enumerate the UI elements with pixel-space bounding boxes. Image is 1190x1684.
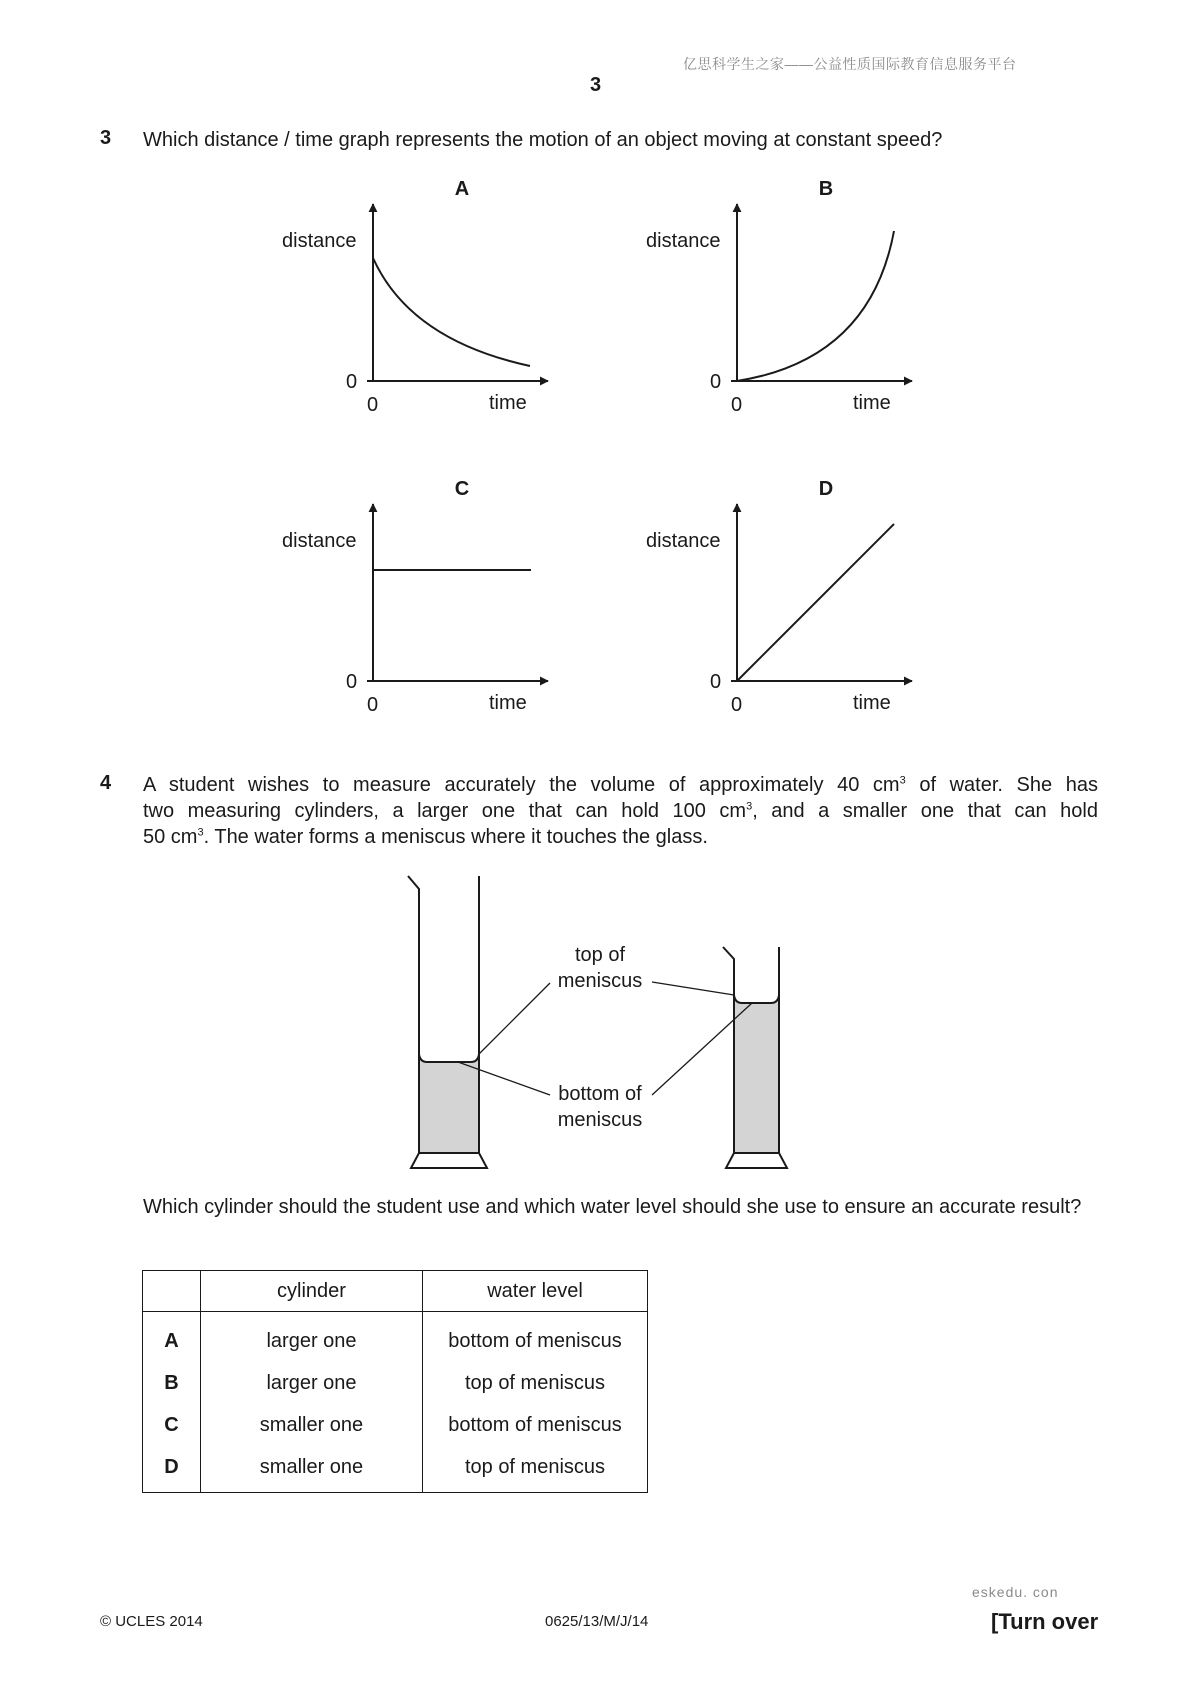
leader-top-small xyxy=(652,982,734,995)
page-number: 3 xyxy=(590,74,602,96)
option-cylinder: smaller one xyxy=(201,1446,423,1493)
larger-cylinder-base xyxy=(411,1153,487,1168)
label-top-of-line2: meniscus xyxy=(557,970,643,992)
graph-a-origin-y: 0 xyxy=(346,371,358,393)
q3-graphs xyxy=(0,0,1190,760)
question-3-text: Which distance / time graph represents the motion of an object moving at constant speed? xyxy=(143,129,943,151)
option-level: bottom of meniscus xyxy=(448,1329,622,1352)
footer-copyright: © UCLES 2014 xyxy=(100,1613,203,1630)
graph-a-ylabel: distance xyxy=(282,230,357,252)
question-4-line-1: A student wishes to measure accurately the volume of approximately 40 $cm^3$ of water. She has xyxy=(143,774,1098,796)
option-level: bottom of meniscus xyxy=(448,1413,622,1436)
smaller-cylinder-wall-left xyxy=(723,947,734,1153)
question-4-line-2: two measuring cylinders, a larger one that can hold 100 $cm^3$, and a smaller one that can hold xyxy=(143,800,1098,822)
label-top-of-line1: top of xyxy=(574,944,626,966)
graph-a-key: A xyxy=(454,178,470,200)
graph-d-line xyxy=(737,524,894,681)
table-header-water-level: water level xyxy=(423,1271,648,1312)
turn-over-label: [Turn over xyxy=(991,1609,1099,1634)
option-key: C xyxy=(143,1404,201,1446)
meniscus-diagram xyxy=(0,860,1190,1180)
graph-a-origin-x: 0 xyxy=(367,394,379,416)
graph-d-origin-y: 0 xyxy=(710,671,722,693)
option-cylinder: larger one xyxy=(201,1362,423,1404)
smaller-cylinder-water xyxy=(734,995,779,1153)
option-cylinder: smaller one xyxy=(201,1404,423,1446)
table-row xyxy=(143,1404,648,1446)
graph-d-key: D xyxy=(818,478,834,500)
larger-cylinder xyxy=(408,876,487,1168)
option-cylinder: larger one xyxy=(201,1312,423,1363)
graph-d-ylabel: distance xyxy=(646,530,721,552)
label-bottom-of-line2: meniscus xyxy=(557,1109,643,1131)
label-bottom-of-line1: bottom of xyxy=(558,1083,642,1105)
watermark-header: 亿思科学生之家——公益性质国际教育信息服务平台 xyxy=(683,56,1017,72)
question-3-number: 3 xyxy=(100,127,112,149)
smaller-cylinder-meniscus xyxy=(734,995,779,1003)
graph-a-xlabel: time xyxy=(489,392,527,414)
graph-c-origin-y: 0 xyxy=(346,671,358,693)
leader-top-large xyxy=(479,983,550,1054)
option-level: top of meniscus xyxy=(464,1371,606,1394)
graph-b-key: B xyxy=(818,178,834,200)
graph-c-xlabel: time xyxy=(489,692,527,714)
graph-b-curve xyxy=(737,231,894,381)
option-key: A xyxy=(143,1312,201,1363)
graph-b-origin-x: 0 xyxy=(731,394,743,416)
footer-paper-code: 0625/13/M/J/14 xyxy=(545,1613,649,1630)
table-row xyxy=(143,1362,648,1404)
larger-cylinder-water xyxy=(419,1054,479,1153)
graph-d-xlabel: time xyxy=(853,692,891,714)
graph-a xyxy=(282,178,548,416)
graph-b-xlabel: time xyxy=(853,392,891,414)
question-4-line-3: 50 $cm^3$. The water forms a meniscus where it touches the glass. xyxy=(143,826,708,848)
graph-c-origin-x: 0 xyxy=(367,694,379,716)
smaller-cylinder xyxy=(723,947,787,1168)
options-table xyxy=(142,1270,648,1493)
option-key: D xyxy=(143,1446,201,1493)
footer-site-watermark: eskedu. con xyxy=(972,1584,1059,1600)
smaller-cylinder-base xyxy=(726,1153,787,1168)
graph-b xyxy=(646,178,912,416)
table-header-cylinder: cylinder xyxy=(201,1271,423,1312)
table-header-key xyxy=(143,1271,201,1312)
table-header-row xyxy=(143,1271,648,1312)
graph-b-origin-y: 0 xyxy=(710,371,722,393)
graph-c xyxy=(282,478,548,716)
graph-d xyxy=(646,478,912,716)
table-row xyxy=(143,1446,648,1493)
graph-a-curve xyxy=(373,258,530,366)
question-4-prompt: Which cylinder should the student use and which water level should she use to ensure an accurate result? xyxy=(143,1196,1082,1218)
graph-b-ylabel: distance xyxy=(646,230,721,252)
option-level: top of meniscus xyxy=(464,1455,606,1478)
larger-cylinder-meniscus xyxy=(419,1054,479,1062)
graph-c-key: C xyxy=(454,478,470,500)
question-4-number: 4 xyxy=(100,772,112,794)
larger-cylinder-wall-left xyxy=(408,876,419,1153)
question-4-text xyxy=(143,772,1098,850)
table-row xyxy=(143,1312,648,1363)
graph-d-origin-x: 0 xyxy=(731,694,743,716)
option-key: B xyxy=(143,1362,201,1404)
graph-c-ylabel: distance xyxy=(282,530,357,552)
